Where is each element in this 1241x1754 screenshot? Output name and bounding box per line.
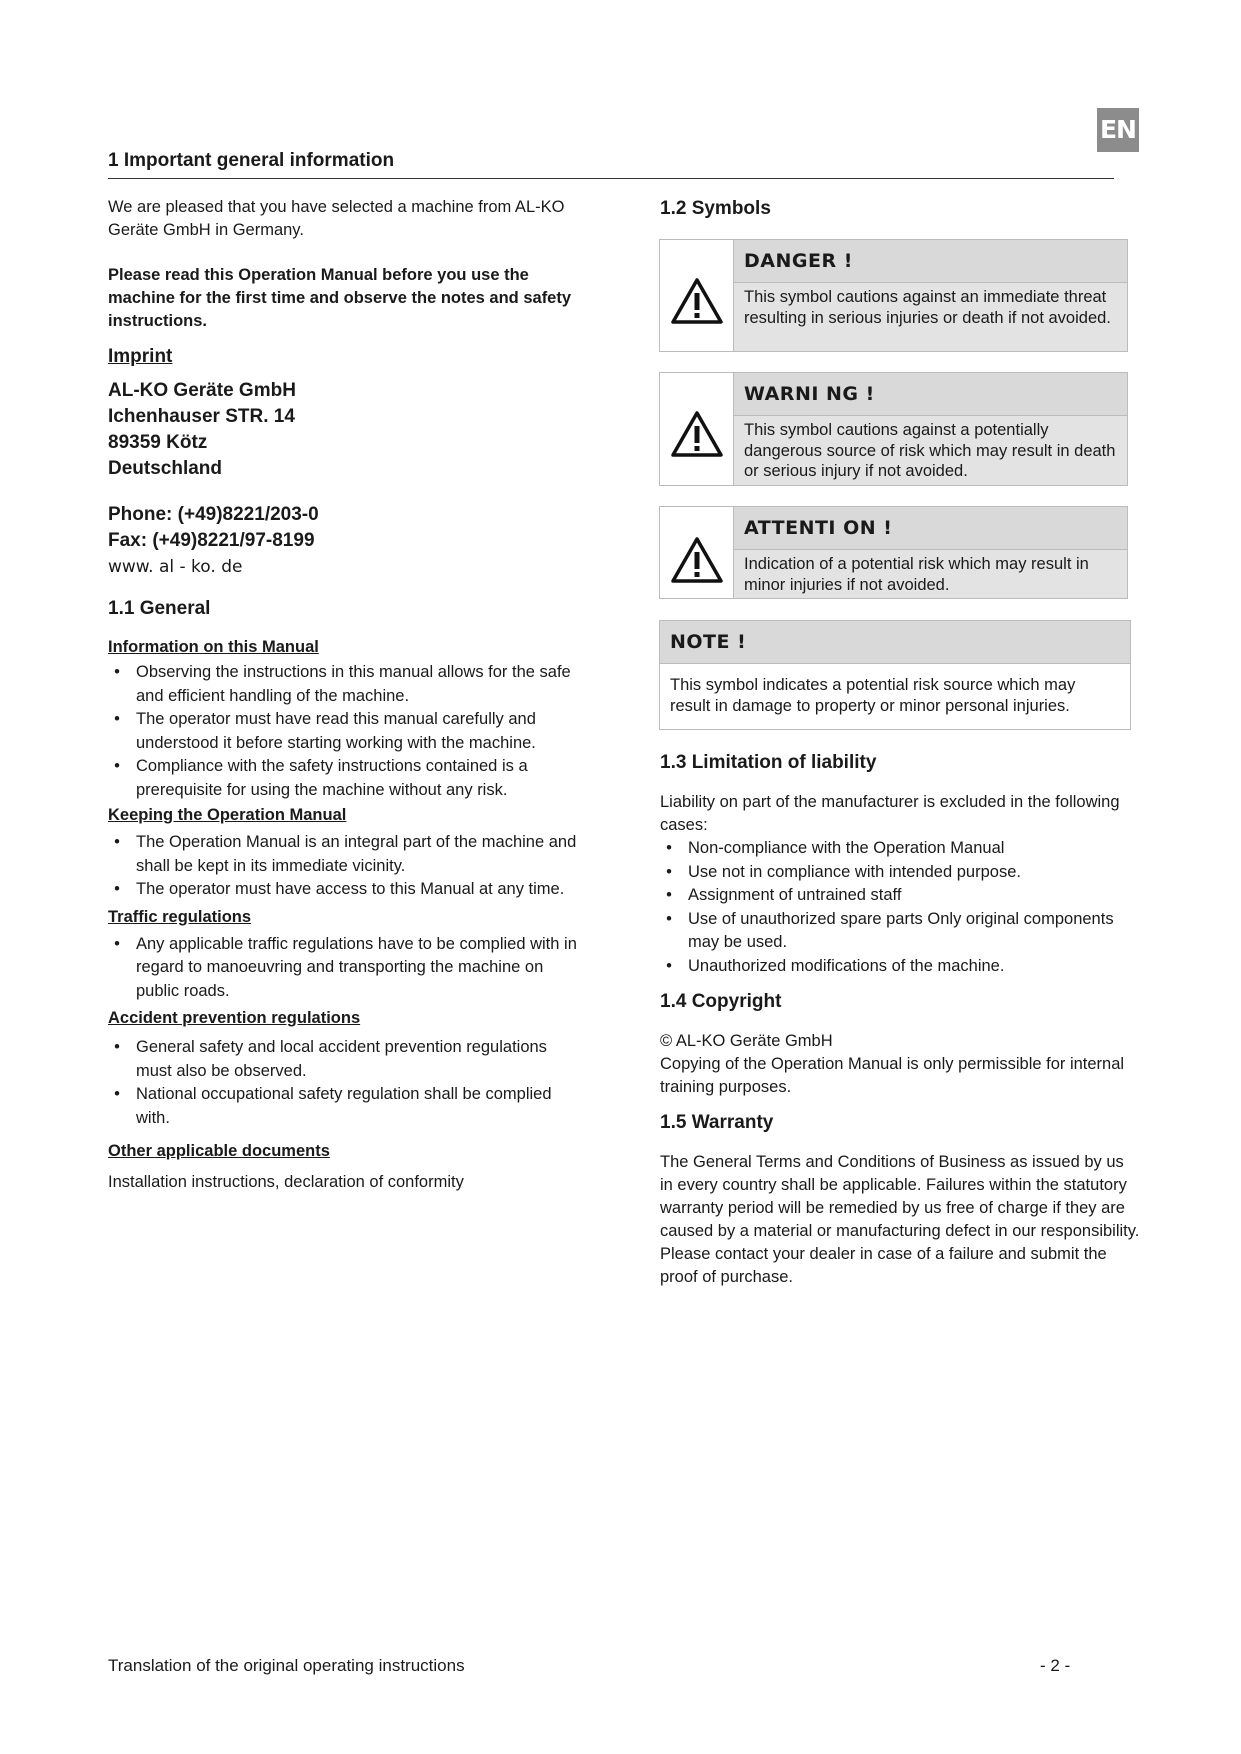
list-item: • Observing the instructions in this manual allows for the safe and efficient handling of the machine. — [108, 661, 578, 708]
list-item: • General safety and local accident prevention regulations must also be observed. — [108, 1036, 578, 1083]
traffic-heading: Traffic regulations — [108, 907, 252, 926]
danger-text: This symbol cautions against an immediate threat resulting in serious injuries or death if not avoided. — [734, 283, 1127, 351]
warning-triangle-icon — [671, 278, 723, 324]
address-country: Deutschland — [108, 458, 223, 479]
title-divider — [108, 178, 1114, 179]
warning-label: WARNI NG ! — [734, 373, 1127, 416]
note-text: This symbol indicates a potential risk source which may result in damage to property or minor personal injuries. — [670, 676, 1076, 715]
website-link[interactable]: www. al - ko. de — [108, 557, 243, 577]
accident-list — [108, 1036, 578, 1130]
note-label: NOTE ! — [660, 621, 1130, 664]
list-item: • Non-compliance with the Operation Manual — [660, 837, 1140, 861]
note-box — [659, 620, 1131, 730]
left-column — [108, 196, 578, 1194]
fax-number: Fax: (+49)8221/97-8199 — [108, 530, 315, 551]
list-item: • Use not in compliance with intended purpose. — [660, 861, 1140, 885]
right-column-lower — [660, 751, 1140, 1289]
danger-box — [659, 239, 1128, 352]
list-item: • Compliance with the safety instructions contained is a prerequisite for using the machine without any risk. — [108, 755, 578, 802]
intro-text: We are pleased that you have selected a machine from AL-KO Geräte GmbH in Germany. — [108, 198, 565, 239]
warranty-heading: 1.5 Warranty — [660, 1112, 774, 1133]
list-item: • Unauthorized modifications of the machine. — [660, 955, 1140, 979]
keeping-heading: Keeping the Operation Manual — [108, 806, 347, 824]
warning-text: This symbol cautions against a potentially dangerous source of risk which may result in death or serious injury if not avoided. — [734, 416, 1127, 485]
warning-box — [659, 372, 1128, 486]
list-item: • The operator must have access to this Manual at any time. — [108, 878, 578, 902]
copyright-heading: 1.4 Copyright — [660, 991, 782, 1012]
copyright-text: Copying of the Operation Manual is only permissible for internal training purposes. — [660, 1055, 1125, 1096]
warranty-text: The General Terms and Conditions of Business as issued by us in every country shall be applicable. Failures within the statutory warranty period will be remedied by us free of charge if they are caused by a material or manufacturing defect in our responsibility. Please contact your dealer in case of a failure and submit the proof of purchase. — [660, 1153, 1140, 1286]
list-item: • Any applicable traffic regulations have to be complied with in regard to manoeuvring and transporting the machine on public roads. — [108, 933, 578, 1004]
phone-number: Phone: (+49)8221/203-0 — [108, 504, 319, 525]
language-badge: EN — [1097, 108, 1139, 152]
read-notice: Please read this Operation Manual before you use the machine for the first time and observe the notes and safety instructions. — [108, 266, 572, 330]
traffic-list — [108, 933, 578, 1004]
warning-icon-cell — [660, 373, 734, 485]
address-city: 89359 Kötz — [108, 432, 208, 453]
attention-text: Indication of a potential risk which may result in minor injuries if not avoided. — [734, 550, 1127, 598]
list-item: • The operator must have read this manual carefully and understood it before starting working with the machine. — [108, 708, 578, 755]
attention-label: ATTENTI ON ! — [734, 507, 1127, 550]
address-street: Ichenhauser STR. 14 — [108, 406, 295, 427]
list-item: • Assignment of untrained staff — [660, 884, 1140, 908]
page-title: 1 Important general information — [108, 150, 395, 171]
general-heading: 1.1 General — [108, 598, 211, 619]
footer-note: Translation of the original operating instructions — [108, 1656, 465, 1675]
copyright-owner: © AL-KO Geräte GmbH — [660, 1032, 833, 1050]
other-docs-heading: Other applicable documents — [108, 1142, 330, 1160]
list-item: • National occupational safety regulation shall be complied with. — [108, 1083, 578, 1130]
info-manual-list — [108, 661, 578, 802]
other-docs-text: Installation instructions, declaration of conformity — [108, 1173, 464, 1191]
attention-icon-cell — [660, 507, 734, 598]
list-item: • The Operation Manual is an integral part of the machine and shall be kept in its immediate vicinity. — [108, 831, 578, 878]
address-company: AL-KO Geräte GmbH — [108, 380, 296, 401]
warning-triangle-icon — [671, 411, 723, 457]
warning-triangle-icon — [671, 537, 723, 583]
danger-label: DANGER ! — [734, 240, 1127, 283]
attention-box — [659, 506, 1128, 599]
liability-list — [660, 837, 1140, 978]
keeping-list — [108, 831, 578, 902]
liability-intro: Liability on part of the manufacturer is excluded in the following cases: — [660, 793, 1120, 834]
liability-heading: 1.3 Limitation of liability — [660, 752, 877, 773]
symbols-heading: 1.2 Symbols — [660, 198, 771, 219]
danger-icon-cell — [660, 240, 734, 351]
list-item: • Use of unauthorized spare parts Only original components may be used. — [660, 908, 1140, 955]
info-manual-heading: Information on this Manual — [108, 638, 319, 656]
page-number: - 2 - — [1040, 1656, 1071, 1675]
accident-heading: Accident prevention regulations — [108, 1009, 361, 1027]
imprint-heading: Imprint — [108, 346, 173, 367]
